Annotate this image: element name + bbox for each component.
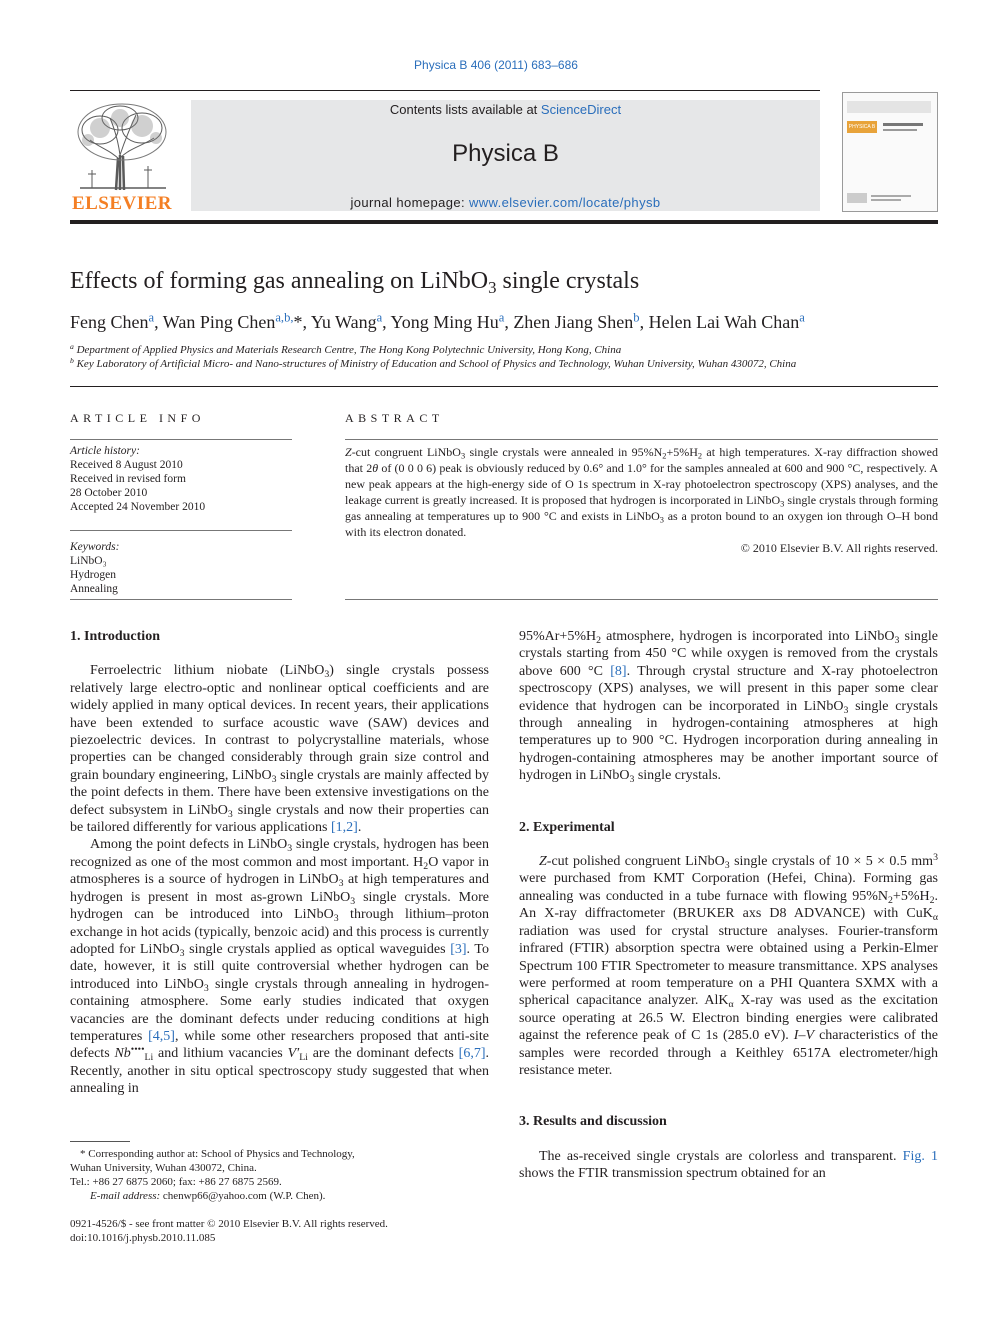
homepage-prefix: journal homepage: [350,195,469,210]
email-link[interactable]: chenwp66@yahoo.com (W.P. Chen). [162,1190,326,1202]
divider [70,530,292,531]
figure-link[interactable]: Fig. 1 [902,1148,938,1164]
author[interactable]: Yong Ming Hu [390,312,499,332]
keywords [70,540,292,596]
keyword: Hydrogen [70,569,116,581]
affiliation-mark: a [70,342,74,352]
author[interactable]: Wan Ping Chen [162,312,276,332]
history-line: 28 October 2010 [70,487,148,499]
author-list: Feng Chen$^a$, Wan Ping Chen$^{a,b,}$*, Yu Wang$^a$, Yong Ming Hu$^a$, Zhen Jiang Shen$^b$, Helen Lai Wah Chan$^a$ [70,310,805,332]
affiliation-a [70,344,621,356]
results-paragraph: The as-received single crystals are colorless and transparent. Fig. 1 shows the FTIR transmission spectrum obtained for an [519,1148,938,1182]
title-subscript: 3 [488,278,497,298]
author-affil-mark[interactable]: a [148,310,155,325]
affiliation-b [70,358,796,370]
affiliation-text: Department of Applied Physics and Materials Research Centre, The Hong Kong Polytechnic University, Hong Kong, China [76,344,622,356]
citation-link[interactable]: [8] [610,663,627,679]
citation-link[interactable]: [1,2] [331,820,358,836]
intro-paragraph-2-cont: $95\%Ar+5\%H_2$ atmosphere, hydrogen is incorporated into LiNbO$_3$ single crystals starting from 450 °C while oxygen is removed from the crystals above 600 °C [8]. Through crystal structure and X-ray photoelectron spectroscopy (XPS) analyses, we will present in this paper some clear evidence that hydrogen can be incorporated in LiNbO$_3$ single crystals through annealing in hydrogen-containing atmospheres at high temperatures up to 900 °C. Hydrogen incorporation during annealing in hydrogen-containing atmospheres may be another important source of hydrogen in LiNbO$_3$ single crystals. [519,629,938,786]
elsevier-wordmark: ELSEVIER [71,193,173,214]
right-column [519,628,938,1183]
footnote-line: * Corresponding author at: School of Physics and Technology, [80,1148,355,1160]
section-heading-introduction: 1. Introduction [70,629,160,644]
author-affil-mark[interactable]: a [376,310,383,325]
author[interactable]: Helen Lai Wah Chan [648,312,800,332]
keyword: Annealing [70,583,118,595]
intro-paragraph-1: Ferroelectric lithium niobate (LiNbO$_3$) single crystals possess relatively large electro-optic and nonlinear optical coefficients and are widely applied in many optical devices. In recent years, their applications have been extended to surface acoustic wave (SAW) devices and piezoelectric devices. In contrast to polycrystalline materials, whose properties can be changed considerably through grain size control and grain boundary engineering, LiNbO$_3$ single crystals are mainly affected by the point defects in them. There have been extensive investigations on the defect subsystem in LiNbO$_3$ single crystals and now their properties can be tailored differently for various applications [1,2]. [70,663,489,836]
front-matter-line: 0921-4526/$ - see front matter © 2010 Elsevier B.V. All rights reserved. [70,1218,388,1230]
divider [70,599,292,600]
journal-citation[interactable]: Physica B 406 (2011) 683–686 [414,58,578,72]
citation-link[interactable]: [6,7] [458,1046,486,1062]
contents-prefix: Contents lists available at [389,102,541,117]
author[interactable]: Zhen Jiang Shen [513,312,634,332]
divider [70,439,292,440]
header-thick-rule [70,220,938,224]
intro-paragraph-2: Among the point defects in LiNbO$_3$ single crystals, hydrogen has been recognized as one of the most common and most important. $H_2O$ vapor in atmospheres is a source of hydrogen in LiNbO$_3$ at high temperatures and hydrogen is present in most as-grown LiNbO$_3$ single crystals. More hydrogen can be introduced into LiNbO$_3$ through lithium–proton exchange in hot acids (typically, benzoic acid) and this process is currently adopted for LiNbO$_3$ single crystals applied as optical waveguides [3]. To date, however, it is still quite controversial whether hydrogen can be introduced into LiNbO$_3$ single crystals through annealing in hydrogen-containing atmosphere. Some early studies indicated that oxygen vacancies are the dominant defects under reducing conditions at high temperatures [4,5], while some other researchers proposed that anti-site defects $Nb^{••••}_{Li}$ and lithium vacancies $V'_{Li}$ are the dominant defects [6,7]. Recently, another in situ optical spectroscopy study suggested that when annealing in [70,837,490,1097]
homepage-link[interactable]: www.elsevier.com/locate/physb [468,195,661,210]
homepage-line [191,195,820,210]
author-affil-mark[interactable]: a [498,310,505,325]
abstract-copyright: © 2010 Elsevier B.V. All rights reserved. [740,541,938,555]
corresponding-star[interactable]: * [293,312,303,332]
history-line: Received 8 August 2010 [70,459,183,471]
author-affil-mark[interactable]: a,b, [275,310,294,325]
history-line: Received in revised form [70,473,186,485]
abstract-heading: ABSTRACT [345,411,444,425]
divider [345,599,938,600]
divider [345,439,938,440]
history-label: Article history: [70,445,140,457]
left-column [70,628,489,1098]
doi-line[interactable]: doi:10.1016/j.physb.2010.11.085 [70,1232,216,1244]
divider [70,386,938,387]
sciencedirect-link[interactable]: ScienceDirect [540,102,622,117]
citation-link[interactable]: [3] [450,941,467,957]
article-history [70,444,292,514]
email-label: E-mail address: [90,1190,161,1202]
abstract-text: Z-cut congruent LiNbO$_3$ single crystals were annealed in $95\%N_2+5\%H_2$ at high temperatures. X-ray diffraction showed that 2θ of (0 0 0 6) peak is obviously reduced by 0.6° and 1.0° for the samples annealed at 600 and 900 °C, respectively. A new peak appears at the high-energy side of O 1s spectrum in X-ray photoelectron spectroscopy (XPS) analyses, and the leakage current is greatly increased. It is proposed that hydrogen is incorporated in LiNbO$_3$ single crystals through forming gas annealing at temperatures up to 900 °C and exists in LiNbO$_3$ as a proton bound to an oxygen ion through O–H bond with its electron donated. © 2010 Elsevier B.V. All rights reserved. [345,445,939,555]
section-heading-results: 3. Results and discussion [519,1114,667,1130]
header-top-rule [70,90,820,91]
title-text: Effects of forming gas annealing on LiNbO [70,268,489,294]
footnote-line: Tel.: +86 27 6875 2060; fax: +86 27 6875 2569. [70,1176,282,1188]
keywords-label: Keywords: [70,541,120,553]
contents-line [191,102,820,117]
issn-doi [70,1217,489,1245]
journal-cover-thumbnail [842,92,938,212]
history-line: Accepted 24 November 2010 [70,501,206,513]
section-heading-experimental: 2. Experimental [519,819,615,835]
corresponding-footnote [70,1147,489,1203]
affiliation-text: Key Laboratory of Artificial Micro- and Nano-structures of Ministry of Education and School of Physics and Technology, Wuhan University, Wuhan 430072, China [76,358,797,370]
citation-link[interactable]: [4,5] [148,1028,175,1044]
title-text-end: single crystals [496,268,640,294]
author[interactable]: Feng Chen [70,312,149,332]
footnote-line: Wuhan University, Wuhan 430072, China. [70,1162,257,1174]
cover-label: PHYSICA B [847,121,877,133]
keyword: LiNbO₃ [70,555,107,567]
author-affil-mark[interactable]: a [799,310,805,325]
article-info-heading: ARTICLE INFO [70,411,205,425]
footnote-rule [70,1141,130,1142]
affiliation-mark: b [70,356,74,366]
experimental-paragraph: Z-cut polished congruent LiNbO$_3$ single crystals of 10 × 5 × 0.5 $mm^3$ were purchased from KMT Corporation (Hefei, China). Forming gas annealing was conducted in a tube furnace with flowing $95\%N_2+5\%H_2$. An X-ray diffractometer (BRUKER axs D8 ADVANCE) with CuK$_\alpha$ radiation was used for crystal structure analyses. Fourier-transform infrared (FTIR) absorption spectra were obtained using a Perkin-Elmer Spectrum 100 FTIR Spectrometer to measure transmittance. XPS analyses were performed at room temperature on a PHI Quantera SXMX with a spherical capacitance analyzer. AlK$_\alpha$ X-ray was used as the excitation source operating at 26.5 W. Electron binding energies were calibrated against the reference peak of C 1s (285.0 eV). I–V characteristics of the samples were recorded through a Keithley 6517A electrometer/high resistance meter. [519,852,938,1078]
article-title [70,268,640,298]
journal-name: Physica B [452,140,559,167]
author[interactable]: Yu Wang [310,312,377,332]
author-affil-mark[interactable]: b [633,310,640,325]
